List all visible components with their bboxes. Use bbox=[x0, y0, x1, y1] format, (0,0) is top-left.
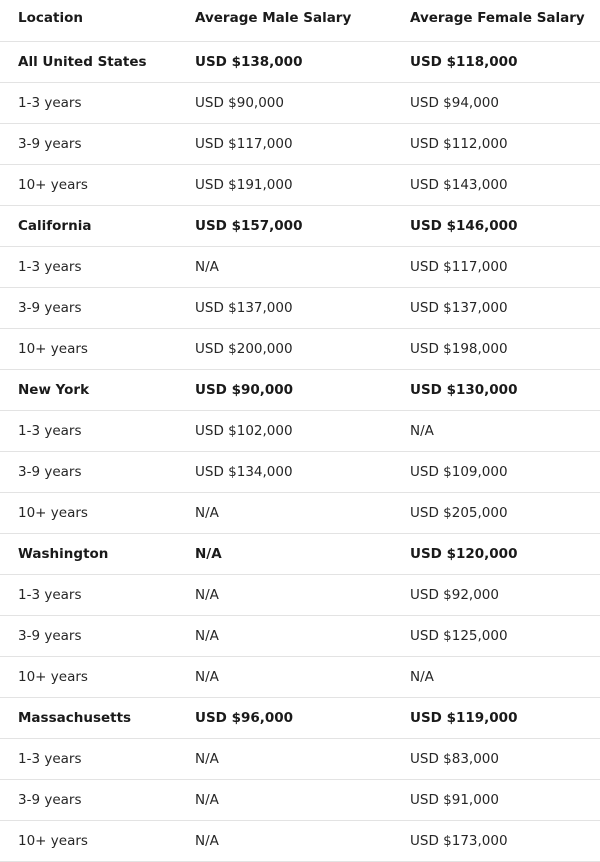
table-row-region bbox=[0, 369, 600, 410]
location-cell: 3-9 years bbox=[0, 615, 177, 656]
table-row-experience bbox=[0, 615, 600, 656]
table-row-experience bbox=[0, 779, 600, 820]
female-salary-cell: USD $91,000 bbox=[392, 779, 600, 820]
location-cell: 1-3 years bbox=[0, 574, 177, 615]
table-row-experience bbox=[0, 492, 600, 533]
male-salary-cell: USD $157,000 bbox=[177, 205, 392, 246]
table-body bbox=[0, 41, 600, 861]
location-cell: 10+ years bbox=[0, 820, 177, 861]
table-row-experience bbox=[0, 820, 600, 861]
location-cell: New York bbox=[0, 369, 177, 410]
location-cell: Massachusetts bbox=[0, 697, 177, 738]
female-salary-cell: USD $109,000 bbox=[392, 451, 600, 492]
header-male-salary: Average Male Salary bbox=[177, 0, 392, 41]
female-salary-cell: USD $94,000 bbox=[392, 82, 600, 123]
table-row-region bbox=[0, 205, 600, 246]
header-female-salary: Average Female Salary bbox=[392, 0, 600, 41]
table-row-experience bbox=[0, 328, 600, 369]
header-row bbox=[0, 0, 600, 41]
male-salary-cell: USD $90,000 bbox=[177, 369, 392, 410]
female-salary-cell: USD $83,000 bbox=[392, 738, 600, 779]
table-row-experience bbox=[0, 164, 600, 205]
female-salary-cell: USD $117,000 bbox=[392, 246, 600, 287]
table-row-region bbox=[0, 41, 600, 82]
male-salary-cell: USD $102,000 bbox=[177, 410, 392, 451]
table-row-experience bbox=[0, 246, 600, 287]
location-cell: All United States bbox=[0, 41, 177, 82]
female-salary-cell: N/A bbox=[392, 410, 600, 451]
male-salary-cell: N/A bbox=[177, 779, 392, 820]
location-cell: 1-3 years bbox=[0, 82, 177, 123]
table-row-experience bbox=[0, 451, 600, 492]
female-salary-cell: USD $125,000 bbox=[392, 615, 600, 656]
location-cell: 1-3 years bbox=[0, 246, 177, 287]
male-salary-cell: USD $137,000 bbox=[177, 287, 392, 328]
table-row-experience bbox=[0, 82, 600, 123]
location-cell: 3-9 years bbox=[0, 287, 177, 328]
male-salary-cell: N/A bbox=[177, 738, 392, 779]
location-cell: Washington bbox=[0, 533, 177, 574]
female-salary-cell: USD $130,000 bbox=[392, 369, 600, 410]
female-salary-cell: USD $173,000 bbox=[392, 820, 600, 861]
male-salary-cell: USD $90,000 bbox=[177, 82, 392, 123]
male-salary-cell: N/A bbox=[177, 492, 392, 533]
male-salary-cell: N/A bbox=[177, 820, 392, 861]
female-salary-cell: USD $112,000 bbox=[392, 123, 600, 164]
location-cell: 3-9 years bbox=[0, 451, 177, 492]
female-salary-cell: USD $120,000 bbox=[392, 533, 600, 574]
male-salary-cell: N/A bbox=[177, 574, 392, 615]
table-row-experience bbox=[0, 410, 600, 451]
table-row-region bbox=[0, 697, 600, 738]
table-row-experience bbox=[0, 656, 600, 697]
male-salary-cell: N/A bbox=[177, 656, 392, 697]
table-header bbox=[0, 0, 600, 41]
location-cell: 3-9 years bbox=[0, 123, 177, 164]
male-salary-cell: N/A bbox=[177, 246, 392, 287]
female-salary-cell: USD $137,000 bbox=[392, 287, 600, 328]
female-salary-cell: USD $143,000 bbox=[392, 164, 600, 205]
female-salary-cell: N/A bbox=[392, 656, 600, 697]
location-cell: 10+ years bbox=[0, 328, 177, 369]
location-cell: 10+ years bbox=[0, 164, 177, 205]
female-salary-cell: USD $119,000 bbox=[392, 697, 600, 738]
male-salary-cell: USD $117,000 bbox=[177, 123, 392, 164]
location-cell: California bbox=[0, 205, 177, 246]
female-salary-cell: USD $198,000 bbox=[392, 328, 600, 369]
location-cell: 1-3 years bbox=[0, 738, 177, 779]
female-salary-cell: USD $118,000 bbox=[392, 41, 600, 82]
female-salary-cell: USD $205,000 bbox=[392, 492, 600, 533]
table-row-experience bbox=[0, 287, 600, 328]
male-salary-cell: USD $138,000 bbox=[177, 41, 392, 82]
header-location: Location bbox=[0, 0, 177, 41]
location-cell: 10+ years bbox=[0, 492, 177, 533]
male-salary-cell: N/A bbox=[177, 533, 392, 574]
female-salary-cell: USD $146,000 bbox=[392, 205, 600, 246]
table-row-experience bbox=[0, 123, 600, 164]
table-row-experience bbox=[0, 738, 600, 779]
male-salary-cell: USD $200,000 bbox=[177, 328, 392, 369]
female-salary-cell: USD $92,000 bbox=[392, 574, 600, 615]
location-cell: 1-3 years bbox=[0, 410, 177, 451]
location-cell: 10+ years bbox=[0, 656, 177, 697]
male-salary-cell: USD $96,000 bbox=[177, 697, 392, 738]
male-salary-cell: USD $134,000 bbox=[177, 451, 392, 492]
location-cell: 3-9 years bbox=[0, 779, 177, 820]
table-row-experience bbox=[0, 574, 600, 615]
table-row-region bbox=[0, 533, 600, 574]
male-salary-cell: N/A bbox=[177, 615, 392, 656]
male-salary-cell: USD $191,000 bbox=[177, 164, 392, 205]
